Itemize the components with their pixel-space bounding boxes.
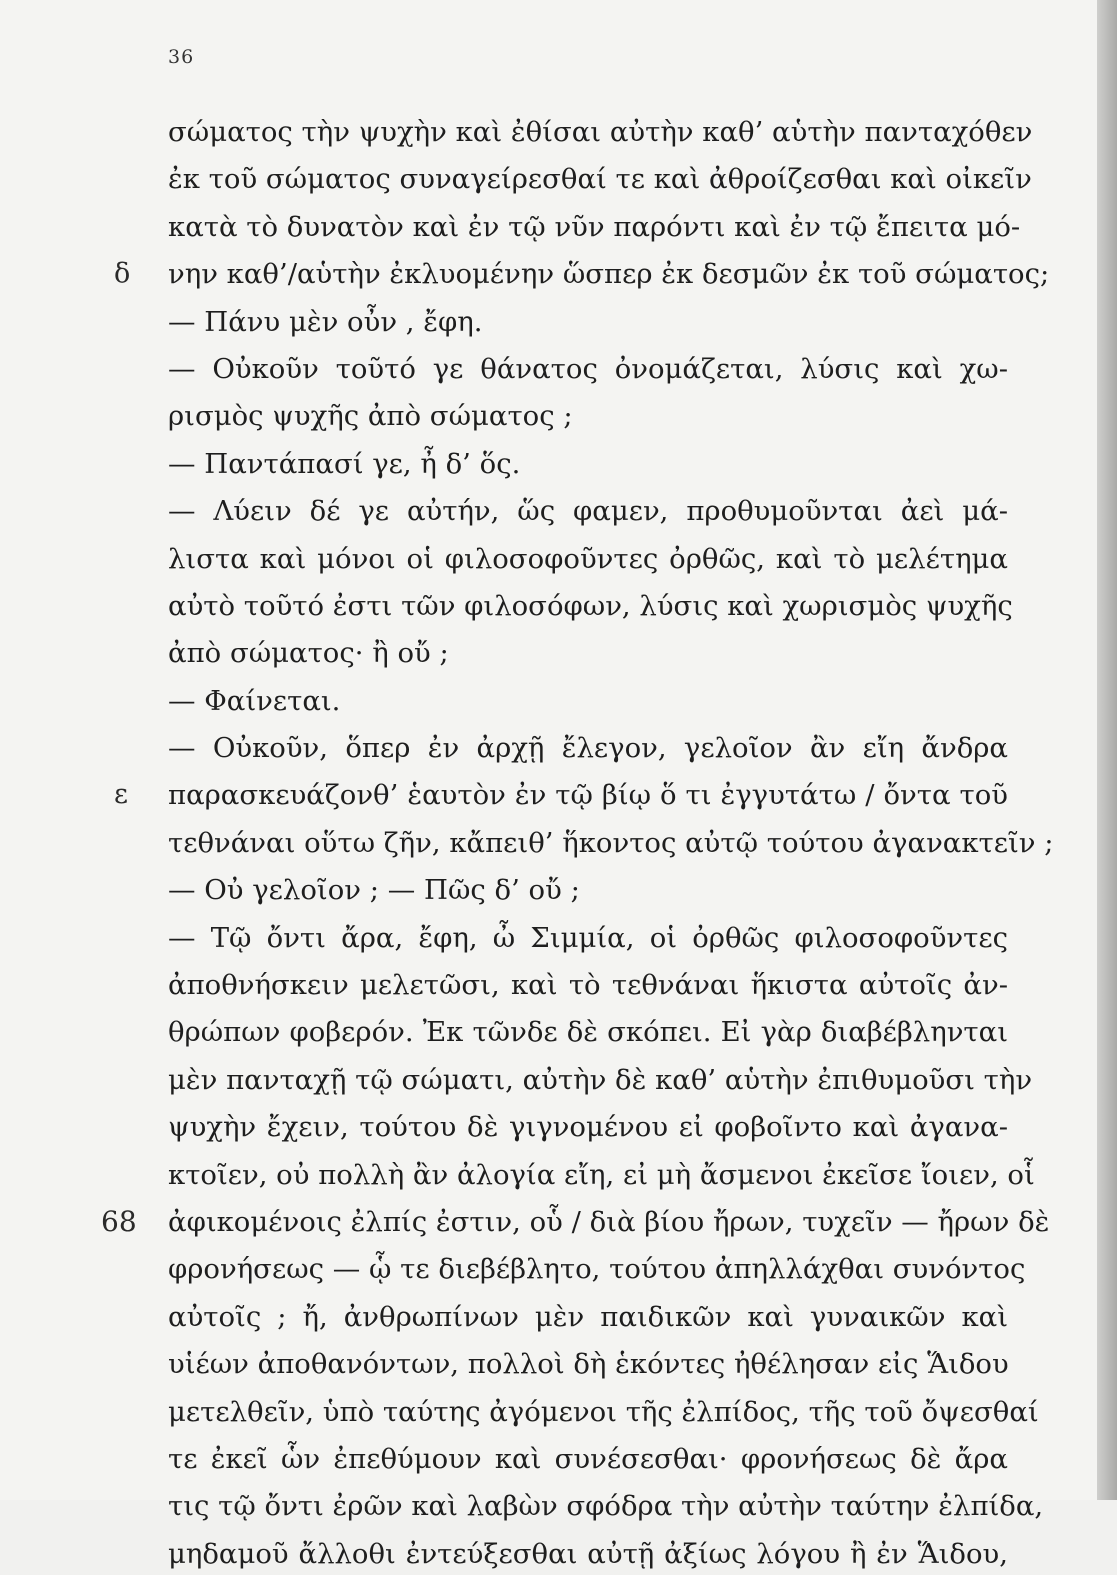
text-line: [0, 1101, 1097, 1148]
line-text: λιστα καὶ μόνοι οἱ φιλοσοφοῦντες ὀρθῶς, καὶ τὸ μελέτημα: [168, 542, 1008, 575]
line-text: υἱέων ἀποθανόντων, πολλοὶ δὴ ἑκόντες ἠθέλησαν εἰς Ἅιδου: [168, 1348, 1009, 1381]
text-line: [0, 1480, 1097, 1527]
text-line: [0, 1291, 1097, 1338]
text-line: [0, 864, 1097, 911]
text-line: [0, 343, 1097, 390]
line-text: τε ἐκεῖ ὧν ἐπεθύμουν καὶ συνέσεσθαι· φρονήσεως δὲ ἄρα: [168, 1442, 1008, 1475]
line-text: θρώπων φοβερόν. Ἐκ τῶνδε δὲ σκόπει. Εἰ γὰρ διαβέβληνται: [168, 1016, 1008, 1049]
text-line: [0, 912, 1097, 959]
line-text: — Πάνυ μὲν οὖν , ἔφη.: [168, 305, 483, 338]
line-text: ἐκ τοῦ σώματος συναγείρεσθαί τε καὶ ἀθροίζεσθαι καὶ οἰκεῖν: [168, 163, 1032, 196]
text-line: [0, 248, 1097, 295]
margin-section-letter: ε: [114, 779, 128, 811]
line-text: ἀφικομένοις ἐλπίς ἐστιν, οὗ / διὰ βίου ἤρων, τυχεῖν — ἤρων δὲ: [168, 1205, 1050, 1238]
line-text: αὐτὸ τοῦτό ἐστι τῶν φιλοσόφων, λύσις καὶ χωρισμὸς ψυχῆς: [168, 589, 1013, 622]
text-line: [0, 627, 1097, 674]
line-text: σώματος τὴν ψυχὴν καὶ ἐθίσαι αὐτὴν καθ’ αὑτὴν πανταχόθεν: [168, 116, 1033, 148]
text-line: [0, 817, 1097, 864]
text-line: [0, 959, 1097, 1006]
text-line: [0, 438, 1097, 485]
line-text: παρασκευάζονθ’ ἑαυτὸν ἐν τῷ βίῳ ὅ τι ἐγγυτάτω / ὄντα τοῦ: [168, 779, 1008, 812]
margin-page-reference: 68: [101, 1204, 137, 1238]
line-text: κτοῖεν, οὐ πολλὴ ἂν ἀλογία εἴη, εἰ μὴ ἄσμενοι ἐκεῖσε ἴοιεν, οἷ: [168, 1158, 1035, 1191]
line-text: τις τῷ ὄντι ἐρῶν καὶ λαβὼν σφόδρα τὴν αὐτὴν ταύτην ἐλπίδα,: [168, 1490, 1044, 1523]
line-text: — Οὐ γελοῖον ; — Πῶς δ’ οὔ ;: [168, 874, 580, 907]
text-line: [0, 153, 1097, 200]
text-line: [0, 675, 1097, 722]
text-body: [0, 106, 1097, 1575]
line-text: κατὰ τὸ δυνατὸν καὶ ἐν τῷ νῦν παρόντι καὶ ἐν τῷ ἔπειτα μό-: [168, 210, 1021, 243]
text-line: [0, 1054, 1097, 1101]
text-line: [0, 201, 1097, 248]
line-text: — Λύειν δέ γε αὐτήν, ὥς φαμεν, προθυμοῦνται ἀεὶ μά-: [168, 495, 1008, 528]
text-line: [0, 1338, 1097, 1385]
text-line: [0, 1528, 1097, 1575]
line-text: — Οὐκοῦν, ὅπερ ἐν ἀρχῇ ἔλεγον, γελοῖον ἂν εἴη ἄνδρα: [168, 732, 1008, 765]
text-line: [0, 1149, 1097, 1196]
line-text: — Τῷ ὄντι ἄρα, ἔφη, ὦ Σιμμία, οἱ ὀρθῶς φιλοσοφοῦντες: [168, 921, 1008, 954]
line-text: — Οὐκοῦν τοῦτό γε θάνατος ὀνομάζεται, λύσις καὶ χω-: [168, 352, 1008, 385]
line-text: ψυχὴν ἔχειν, τούτου δὲ γιγνομένου εἰ φοβοῖντο καὶ ἀγανα-: [168, 1111, 1008, 1144]
line-text: — Φαίνεται.: [168, 684, 341, 717]
text-line: [0, 1196, 1097, 1243]
line-text: νην καθ’/αὑτὴν ἐκλυομένην ὥσπερ ἐκ δεσμῶν ἐκ τοῦ σώματος;: [168, 258, 1050, 291]
text-line: [0, 533, 1097, 580]
text-line: [0, 1243, 1097, 1290]
margin-section-letter: δ: [114, 258, 131, 290]
text-line: [0, 106, 1097, 153]
text-line: [0, 580, 1097, 627]
text-line: [0, 1386, 1097, 1433]
text-line: [0, 722, 1097, 769]
line-text: ἀποθνήσκειν μελετῶσι, καὶ τὸ τεθνάναι ἥκιστα αὐτοῖς ἀν-: [168, 969, 1008, 1002]
text-line: [0, 296, 1097, 343]
page-edge: [1097, 0, 1117, 1500]
line-text: μὲν πανταχῇ τῷ σώματι, αὐτὴν δὲ καθ’ αὑτὴν ἐπιθυμοῦσι τὴν: [168, 1063, 1033, 1096]
line-text: φρονήσεως — ᾧ τε διεβέβλητο, τούτου ἀπηλλάχθαι συνόντος: [168, 1253, 1026, 1286]
text-line: [0, 390, 1097, 437]
text-line: [0, 1433, 1097, 1480]
line-text: τεθνάναι οὕτω ζῆν, κἄπειθ’ ἥκοντος αὐτῷ τούτου ἀγανακτεῖν ;: [168, 826, 1054, 859]
text-line: [0, 485, 1097, 532]
page-number: 36: [168, 46, 195, 68]
text-line: [0, 769, 1097, 816]
text-line: [0, 1006, 1097, 1053]
line-text: μηδαμοῦ ἄλλοθι ἐντεύξεσθαι αὐτῇ ἀξίως λόγου ἢ ἐν Ἅιδου,: [168, 1537, 1008, 1570]
line-text: — Παντάπασί γε, ἦ δ’ ὅς.: [168, 447, 521, 480]
line-text: ἀπὸ σώματος· ἢ οὔ ;: [168, 637, 449, 670]
line-text: μετελθεῖν, ὑπὸ ταύτης ἀγόμενοι τῆς ἐλπίδος, τῆς τοῦ ὄψεσθαί: [168, 1395, 1039, 1428]
line-text: αὐτοῖς ; ἤ, ἀνθρωπίνων μὲν παιδικῶν καὶ γυναικῶν καὶ: [168, 1300, 1008, 1333]
line-text: ρισμὸς ψυχῆς ἀπὸ σώματος ;: [168, 400, 573, 433]
